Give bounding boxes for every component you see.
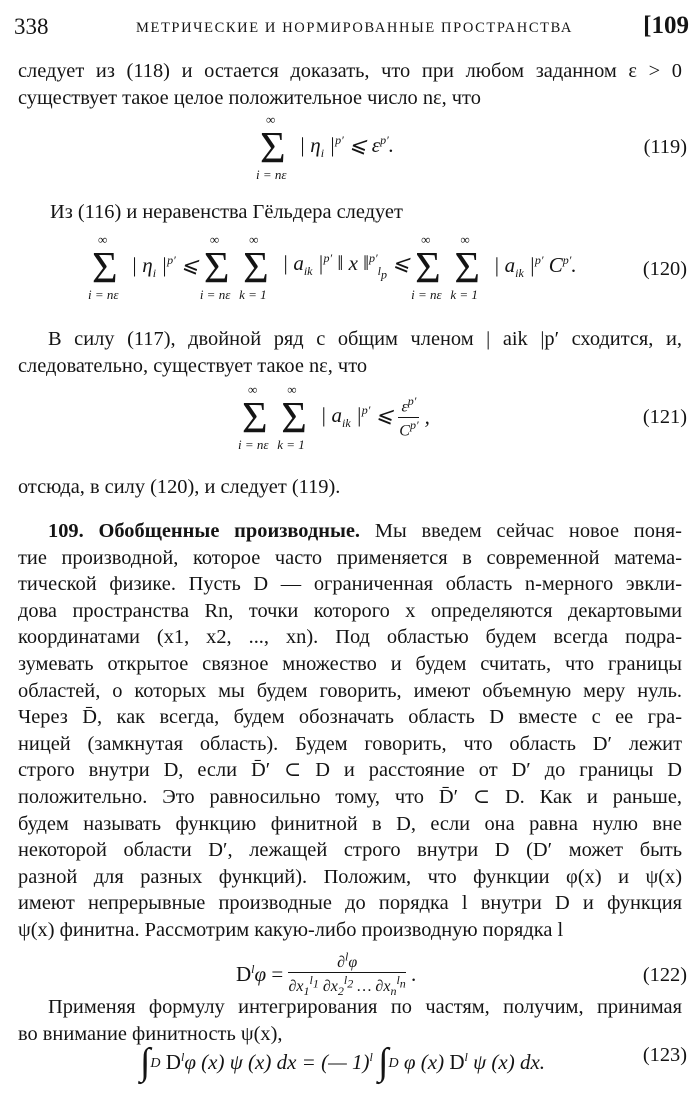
text-line: ницей (замкнутая область). Будем говорить, что область D′ лежит (18, 732, 682, 755)
text-line: во внимание финитность ψ(x), (18, 1023, 283, 1045)
formula-121: ∞ Σ i = nε ∞ Σ k = 1 | $a_{ik}$ $|^{p'}$ ⩽ $\frac{\varepsilon^{p'}}{C^{p'}}$ , (238, 382, 430, 452)
text-line: областей, о которых мы будем говорить, имеют объемную меру нуль. (18, 679, 682, 702)
sum-symbol: ∞ Σ i = nε (238, 382, 269, 452)
paragraph-4 (18, 474, 682, 501)
section-mark: [109 (643, 12, 689, 39)
formula-122: $D^l\varphi$ = $\frac{\partial^l\varphi}{\partial x_1^{l_1} \partial x_2^{l_2} \dots \partial x_n^{l_n}}$ . (236, 950, 417, 998)
integral-sign: ∫ (378, 1041, 389, 1083)
text-line: зумевать открытое связное множество и будем считать, что границы (18, 652, 682, 675)
text-line: Из (116) и неравенства Гёльдера следует (50, 201, 403, 223)
section-heading: 109. Обобщенные производные. (48, 520, 361, 542)
text-line: положительно. Это равносильно тому, что D̄′ ⊂ D. Как и раньше, (18, 785, 682, 808)
running-title: МЕТРИЧЕСКИЕ И НОРМИРОВАННЫЕ ПРОСТРАНСТВА (136, 20, 573, 36)
text-line: некоторой области D′, лежащей строго внутри D (D′ может быть (18, 839, 682, 862)
text-line: 109. Обобщенные производные. Мы введем сейчас новое поня- (48, 520, 682, 542)
equation-121 (0, 382, 699, 462)
text-line: имеют непрерывные производные до порядка l внутри D и функция (18, 892, 682, 915)
text-line: координатами (x1, x2, ..., xn). Под областью будем всегда подра- (18, 626, 682, 649)
page-number: 338 (14, 14, 49, 39)
equation-number: (121) (642, 406, 687, 428)
sum-symbol: ∞ Σ k = 1 (450, 232, 480, 302)
text-line: Применяя формулу интегрирования по частям, получим, принимая (48, 996, 682, 1018)
paragraph-5 (18, 518, 682, 944)
text-line: существует такое целое положительное число nε, что (18, 87, 481, 109)
equation-number: (122) (642, 964, 687, 986)
text-line: ψ(x) финитна. Рассмотрим какую-либо производную порядка l (18, 918, 564, 941)
text-line: будем называть функцию финитной в D, если она равна нулю вне (18, 812, 682, 835)
sum-symbol: ∞ Σ i = nε (411, 232, 442, 302)
equation-123 (0, 1040, 699, 1100)
text-line: тие производной, которое часто применяется в современной матема- (18, 546, 682, 569)
formula-123: ∫D $D^l\varphi$ (x) ψ (x) dx = (— 1)$^l$ ∫D φ (x) $D^l$ ψ (x) dx. (140, 1041, 546, 1083)
text-line: следовательно, существует такое nε, что (18, 355, 368, 377)
sum-symbol: ∞ Σ k = 1 (239, 232, 269, 302)
equation-number: (119) (643, 136, 687, 158)
sum-symbol: ∞ Σ i = nε (88, 232, 119, 302)
text-line: строго внутри D, если D̄′ ⊂ D и расстояние от D′ до границы D (18, 759, 682, 782)
sum-symbol: ∞ Σ k = 1 (277, 382, 307, 452)
sum-symbol: ∞ Σ i = nε (199, 232, 231, 302)
text-line: следует из (118) и остается доказать, что при любом заданном ε > 0 (18, 60, 682, 82)
text-line: дова пространства Rn, точки которого x определяются декартовыми (18, 599, 682, 622)
equation-119 (0, 112, 699, 192)
text-line: Через D̄, как всегда, будем обозначать область D вместе с ее гра- (18, 706, 682, 729)
equation-number: (120) (642, 258, 687, 280)
equation-120 (0, 232, 699, 312)
formula-120: ∞ Σ i = nε | $\eta_i$ $|^{p'}$ ⩽ ∞ Σ i = nε ∞ Σ k = 1 | $a_{ik}$ $|^{p'}$ ‖ x ‖$^{p'}_{l_p}$ ⩽ ∞ Σ i = nε ∞ Σ k = 1 | $a_{ik}$ $|^{p'}$ $C^{p'}$. (88, 232, 577, 302)
equation-number: (123) (642, 1044, 687, 1066)
sum-symbol: ∞ Σ i = nε (256, 112, 287, 182)
text-line: отсюда, в силу (120), и следует (119). (18, 476, 341, 498)
text-line: тической физике. Пусть D — ограниченная область n-мерного эвкли- (18, 573, 682, 596)
sum-upper-limit: ∞ (266, 112, 276, 127)
fraction: $\frac{\partial^l\varphi}{\partial x_1^{l_1} \partial x_2^{l_2} \dots \partial x_n^{l_n}}$ (288, 950, 406, 998)
formula-119: ∞ Σ i = nε | $\eta_i$ $|^{p'}$ ⩽ $\varepsilon^{p'}$. (256, 112, 394, 182)
integral-sign: ∫ (140, 1041, 151, 1083)
sum-lower-limit: i = nε (256, 167, 287, 182)
paragraph-1 (18, 58, 682, 112)
text-line: разной для разных функций). Положим, что функции φ(x) и ψ(x) (18, 865, 682, 888)
text-line: В силу (117), двойной ряд с общим членом | aik |p′ сходится, и, (48, 328, 682, 350)
paragraph-2 (50, 199, 680, 226)
paragraph-3 (18, 326, 682, 380)
fraction: $\frac{\varepsilon^{p'}}{C^{p'}}$ (399, 394, 419, 439)
page-header (14, 10, 689, 42)
